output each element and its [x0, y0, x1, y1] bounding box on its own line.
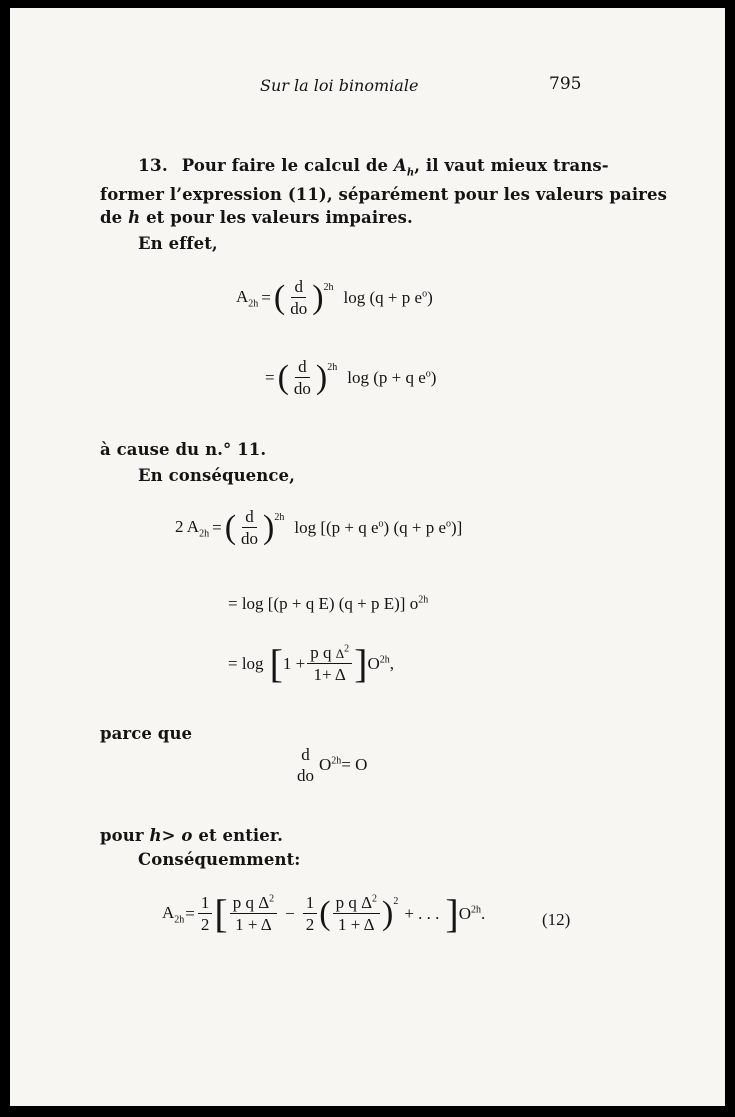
- equation-label: (12): [542, 910, 571, 929]
- text-a-cause: à cause du n.° 11.: [100, 440, 267, 459]
- symbol-a: $A_h$: [393, 156, 415, 179]
- en-effet: En effet,: [138, 234, 218, 253]
- paragraph-line-1: 13. Pour faire le calcul de $A_h$, il vaut mieux trans-: [138, 156, 609, 179]
- paragraph-line-3: de h et pour les valeurs impaires.: [100, 208, 413, 227]
- document-page: [10, 8, 725, 1106]
- text-pour: pour h> o et entier.: [100, 826, 284, 845]
- equation-3: 2 $A_{2h}$ = ( $\frac{d}{do}$ ) $^{2h}$ log [(p + q $e^o$) (q + p $e^o$)]: [175, 507, 463, 548]
- equation-5: = log [ 1 + $\frac{p q \Delta^2}{1+ \Delta}$ ] $O^{2h}$,: [228, 641, 394, 686]
- paragraph-line-2: former l’expression (11), séparément pour les valeurs paires: [100, 185, 667, 204]
- text-en-consequence: En conséquence,: [138, 466, 295, 485]
- text-consequemment: Conséquemment:: [138, 850, 301, 869]
- section-number: 13.: [138, 156, 168, 176]
- running-title: Sur la loi binomiale: [260, 76, 419, 95]
- equation-4: = log [(p + q E) (q + p E)] $o^{2h}$: [228, 594, 429, 613]
- equation-2: = ( $\frac{d}{do}$ ) $^{2h}$ log (p + q $e^o$): [265, 357, 437, 398]
- equation-1: $A_{2h}$ = ( $\frac{d}{do}$ ) $^{2h}$ log (q + p $e^o$): [236, 277, 433, 318]
- page-number: 795: [549, 74, 582, 94]
- equation-12: $A_{2h}$ = $\frac{1}{2}$ [ $\frac{p q \Delta^2}{1 + \Delta}$ − $\frac{1}{2}$ ( $\frac{p q \Delta^2}{1 + \Delta}$ ) $^2$ + . . . ] $O^{2h}$.: [162, 891, 486, 936]
- text-parce-que: parce que: [100, 724, 193, 743]
- equation-6: d do $O^{2h}$ = O: [297, 745, 368, 785]
